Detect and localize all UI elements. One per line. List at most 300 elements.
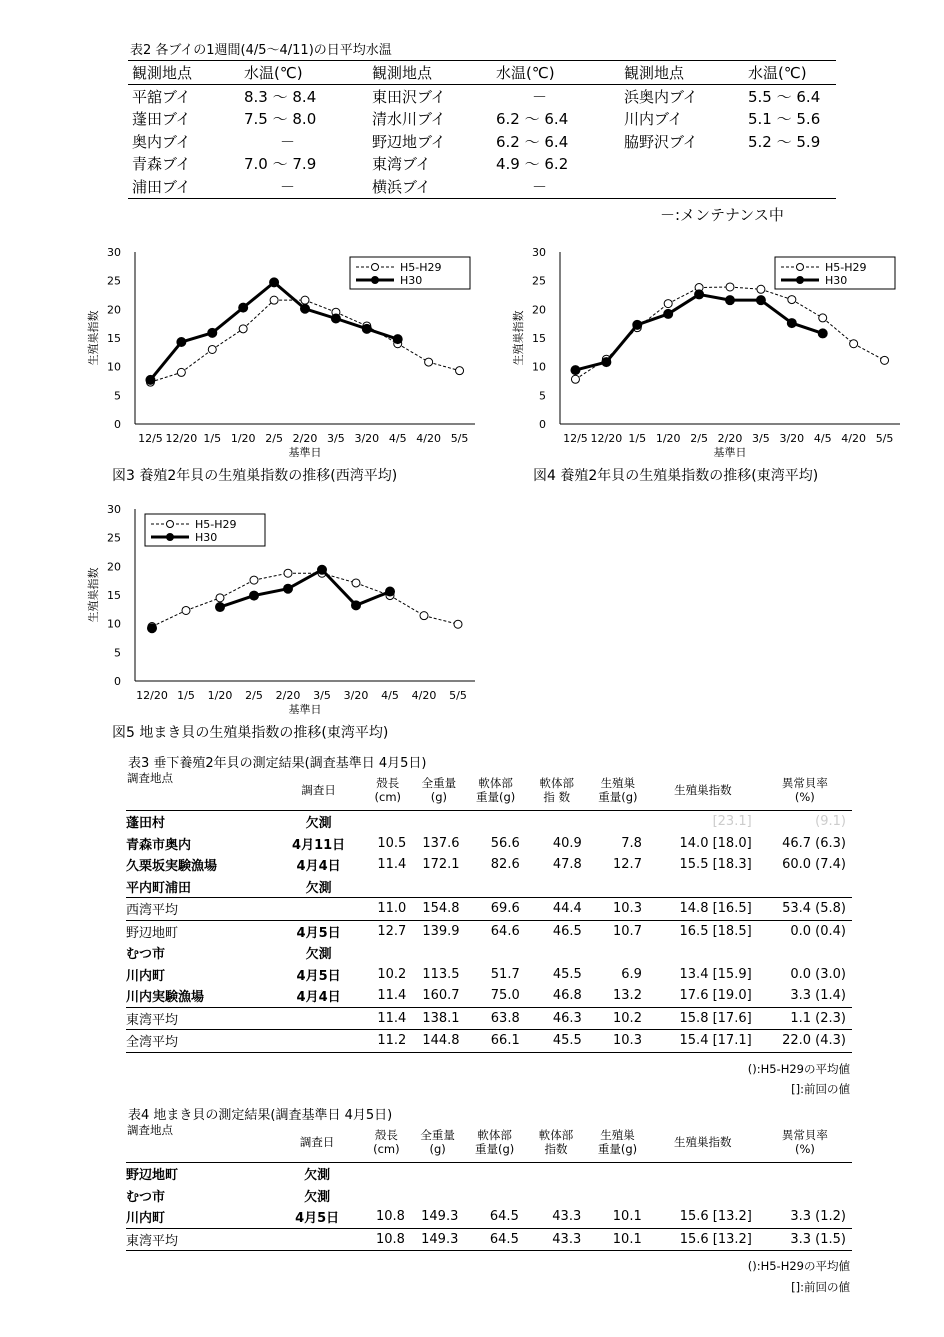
cell-gon: 10.1 bbox=[587, 1228, 648, 1251]
cell-wt: 172.1 bbox=[422, 857, 460, 873]
cell-soft: 66.1 bbox=[466, 1030, 526, 1053]
table3 bbox=[126, 770, 852, 1053]
cell-gon: 10.7 bbox=[588, 920, 648, 942]
table4-note2: []:前回の値 bbox=[791, 1280, 850, 1294]
table-row bbox=[126, 1163, 852, 1185]
cell-gi: 17.6 [19.0] bbox=[679, 988, 752, 1004]
cell-sidx bbox=[526, 811, 588, 833]
cell-gi: 15.4 [17.1] bbox=[648, 1030, 758, 1053]
x-tick-label: 3/20 bbox=[779, 432, 805, 445]
y-tick-label: 5 bbox=[114, 389, 121, 403]
y-tick-label: 25 bbox=[532, 274, 546, 288]
cell-site: 川内実験漁場 bbox=[126, 990, 205, 1006]
cell-date: 4月5日 bbox=[296, 968, 341, 984]
cell-ab: 46.7 (6.3) bbox=[782, 835, 846, 851]
y-tick-label: 20 bbox=[107, 303, 121, 317]
t2-temp: 7.5 ～ 8.0 bbox=[244, 110, 317, 129]
legend-label: H5-H29 bbox=[195, 518, 237, 531]
series-line-segment bbox=[761, 289, 792, 299]
y-tick-label: 0 bbox=[114, 418, 121, 431]
header-row bbox=[126, 1122, 852, 1163]
cell-gon bbox=[587, 1185, 648, 1207]
data-point bbox=[239, 325, 247, 333]
series-line-segment bbox=[823, 318, 854, 344]
cell-date: 4月5日 bbox=[274, 920, 363, 942]
t2-station: 横浜ブイ bbox=[368, 175, 492, 198]
data-point bbox=[881, 356, 889, 364]
series-line-segment bbox=[212, 308, 243, 333]
cell-gon bbox=[588, 942, 648, 964]
cell-sidx: 43.3 bbox=[525, 1228, 587, 1251]
cell-wt: 139.9 bbox=[412, 920, 465, 942]
x-tick-label: 3/5 bbox=[327, 432, 345, 445]
t2-row bbox=[128, 130, 836, 153]
chart-fig5 bbox=[80, 497, 500, 742]
t2-station bbox=[620, 175, 744, 198]
series-line-segment bbox=[220, 580, 254, 598]
t2-station: 青森ブイ bbox=[132, 155, 191, 174]
x-tick-label: 4/5 bbox=[813, 432, 832, 445]
cell-len: 10.8 bbox=[376, 1209, 405, 1225]
t2-station: 清水川ブイ bbox=[372, 110, 446, 129]
t2-station: 東田沢ブイ bbox=[372, 87, 446, 106]
t2-temp: 5.2 ～ 5.9 bbox=[748, 132, 821, 151]
x-tick-label: 12/5 bbox=[563, 432, 588, 445]
t2-station: 東湾ブイ bbox=[372, 155, 431, 174]
cell-len: 11.2 bbox=[363, 1030, 412, 1053]
cell-site: 蓬田村 bbox=[126, 816, 166, 832]
series-line-segment bbox=[152, 610, 186, 626]
data-point bbox=[454, 620, 462, 628]
cell-ab: 1.1 (2.3) bbox=[758, 1007, 852, 1030]
cell-len: 11.0 bbox=[363, 898, 412, 921]
cell-ab: 3.3 (1.4) bbox=[790, 988, 846, 1004]
figure-caption: 図5 地まき貝の生殖巣指数の推移(東湾平均) bbox=[112, 725, 389, 741]
cell-sidx: 45.5 bbox=[526, 1030, 588, 1053]
cell-gon: 6.9 bbox=[621, 966, 642, 982]
t2-station: 川内ブイ bbox=[624, 110, 683, 129]
cell-len bbox=[363, 876, 412, 898]
table-row bbox=[126, 854, 852, 876]
table-row bbox=[126, 1228, 852, 1251]
data-point bbox=[284, 584, 293, 593]
data-point bbox=[726, 296, 735, 305]
x-tick-label: 2/20 bbox=[717, 432, 743, 445]
y-tick-label: 10 bbox=[107, 617, 121, 631]
data-point bbox=[818, 329, 827, 338]
cell-ab: 60.0 (7.4) bbox=[782, 857, 846, 873]
x-axis-label: 基準日 bbox=[713, 446, 747, 459]
t2-temp: 6.2 ～ 6.4 bbox=[496, 132, 569, 151]
cell-gon: 12.7 bbox=[613, 857, 642, 873]
t2-temp bbox=[744, 175, 836, 198]
data-point bbox=[146, 375, 155, 384]
t2-temp: 4.9 ～ 6.2 bbox=[496, 155, 569, 174]
data-point bbox=[352, 579, 360, 587]
cell-len: 10.5 bbox=[377, 835, 407, 851]
legend-marker bbox=[372, 277, 379, 284]
legend-marker bbox=[797, 277, 804, 284]
cell-wt: 113.5 bbox=[422, 966, 460, 982]
y-axis-label: 生殖巣指数 bbox=[512, 310, 525, 366]
series-line-segment bbox=[322, 570, 356, 606]
x-tick-label: 5/5 bbox=[450, 432, 469, 445]
series-line-segment bbox=[854, 344, 885, 361]
legend-label: H30 bbox=[195, 531, 218, 544]
column-header: 軟体部 重量(g) bbox=[466, 770, 526, 811]
cell-soft: 69.6 bbox=[466, 898, 526, 921]
column-header: 全重量 (g) bbox=[412, 770, 465, 811]
x-tick-label: 1/20 bbox=[207, 689, 233, 702]
cell-soft bbox=[466, 876, 526, 898]
column-header: 異常貝率 (%) bbox=[758, 1122, 852, 1163]
y-tick-label: 0 bbox=[539, 418, 546, 431]
data-point bbox=[571, 366, 580, 375]
x-tick-label: 3/5 bbox=[752, 432, 770, 445]
cell-date: 欠測 bbox=[304, 1168, 331, 1184]
y-tick-label: 25 bbox=[107, 531, 121, 545]
cell-site: むつ市 bbox=[126, 1189, 166, 1205]
cell-date: 欠測 bbox=[305, 816, 332, 832]
cell-ab bbox=[758, 942, 852, 964]
data-point bbox=[362, 324, 371, 333]
data-point bbox=[456, 367, 464, 375]
data-point bbox=[177, 368, 185, 376]
column-header: 調査日 bbox=[272, 1122, 361, 1163]
t2-temp: － bbox=[240, 175, 368, 198]
table-row bbox=[126, 811, 852, 833]
cell-gi bbox=[648, 876, 758, 898]
cell-sidx bbox=[526, 942, 588, 964]
data-point bbox=[270, 296, 278, 304]
data-point bbox=[695, 290, 704, 299]
series-line-segment bbox=[356, 592, 390, 606]
column-header: 生殖巣指数 bbox=[648, 770, 758, 811]
cell-sidx: 46.5 bbox=[526, 920, 588, 942]
table-row bbox=[126, 1030, 852, 1053]
t2-header: 水温(℃) bbox=[744, 61, 836, 85]
legend-label: H30 bbox=[400, 274, 423, 287]
cell-site: 青森市奥内 bbox=[126, 837, 192, 853]
data-point bbox=[250, 576, 258, 584]
t2-station bbox=[620, 153, 744, 176]
cell-wt bbox=[412, 876, 465, 898]
cell-soft bbox=[464, 1163, 525, 1185]
data-point bbox=[425, 358, 433, 366]
t2-station: 脇野沢ブイ bbox=[624, 132, 698, 151]
cell-sidx bbox=[525, 1163, 587, 1185]
table-row bbox=[126, 876, 852, 898]
t2-row bbox=[128, 153, 836, 176]
cell-gi: 14.0 [18.0] bbox=[679, 835, 752, 851]
series-line-segment bbox=[186, 598, 220, 611]
cell-date bbox=[274, 1030, 363, 1053]
t2-header: 水温(℃) bbox=[492, 61, 620, 85]
y-tick-label: 15 bbox=[107, 332, 121, 345]
cell-soft: 51.7 bbox=[490, 966, 520, 982]
cell-gon: 10.3 bbox=[588, 898, 648, 921]
table3-caption: 表3 垂下養殖2年貝の測定結果(調査基準日 4月5日) bbox=[128, 756, 427, 771]
data-point bbox=[301, 296, 309, 304]
cell-soft bbox=[464, 1185, 525, 1207]
cell-ab: 22.0 (4.3) bbox=[758, 1030, 852, 1053]
cell-gi: 15.6 [13.2] bbox=[679, 1209, 752, 1225]
column-header: 異常貝率 (%) bbox=[758, 770, 852, 811]
data-point bbox=[284, 569, 292, 577]
series-line-segment bbox=[668, 294, 699, 313]
series-line-segment bbox=[761, 300, 792, 323]
series-line-segment bbox=[254, 573, 288, 580]
cell-date bbox=[274, 1007, 363, 1030]
cell-gon: 10.3 bbox=[588, 1030, 648, 1053]
t2-row bbox=[128, 108, 836, 131]
cell-soft: 56.6 bbox=[490, 835, 520, 851]
cell-site: 久栗坂実験漁場 bbox=[126, 859, 218, 875]
legend-marker bbox=[167, 521, 174, 528]
cell-date: 4月4日 bbox=[296, 990, 341, 1006]
data-point bbox=[787, 319, 796, 328]
table-row bbox=[126, 833, 852, 855]
t2-station: 平舘ブイ bbox=[132, 87, 191, 106]
y-tick-label: 15 bbox=[532, 332, 546, 345]
x-tick-label: 1/5 bbox=[628, 432, 647, 445]
cell-gi bbox=[648, 1185, 758, 1207]
legend-label: H30 bbox=[825, 274, 848, 287]
cell-len: 11.4 bbox=[377, 857, 407, 873]
t2-temp: 5.1 ～ 5.6 bbox=[748, 110, 821, 129]
cell-gi: [23.1] bbox=[712, 814, 752, 830]
series-line-segment bbox=[699, 287, 730, 288]
column-header: 生殖巣 重量(g) bbox=[587, 1122, 648, 1163]
legend-marker bbox=[372, 264, 379, 271]
cell-ab: 0.0 (0.4) bbox=[758, 920, 852, 942]
t2-temp: 7.0 ～ 7.9 bbox=[244, 155, 317, 174]
cell-ab: 3.3 (1.2) bbox=[790, 1209, 846, 1225]
series-line-segment bbox=[390, 596, 424, 616]
cell-gi: 15.5 [18.3] bbox=[679, 857, 752, 873]
cell-wt bbox=[411, 1163, 464, 1185]
data-point bbox=[216, 603, 225, 612]
cell-sidx: 46.8 bbox=[552, 988, 582, 1004]
data-point bbox=[756, 296, 765, 305]
table-row bbox=[126, 942, 852, 964]
cell-sidx: 40.9 bbox=[552, 835, 582, 851]
data-point bbox=[301, 304, 310, 313]
cell-site: 東湾平均 bbox=[126, 1228, 272, 1251]
data-point bbox=[420, 612, 428, 620]
column-header: 軟体部 重量(g) bbox=[464, 1122, 525, 1163]
cell-site: 全湾平均 bbox=[126, 1030, 274, 1053]
legend-marker bbox=[797, 264, 804, 271]
t2-station: 野辺地ブイ bbox=[372, 132, 446, 151]
series-line-segment bbox=[730, 287, 761, 289]
legend-label: H5-H29 bbox=[400, 261, 442, 274]
x-tick-label: 1/20 bbox=[230, 432, 256, 445]
cell-ab: 0.0 (3.0) bbox=[790, 966, 846, 982]
water-temp-table bbox=[128, 60, 836, 199]
cell-len bbox=[363, 942, 412, 964]
x-tick-label: 5/5 bbox=[449, 689, 467, 702]
cell-len: 11.4 bbox=[363, 1007, 412, 1030]
y-tick-label: 30 bbox=[107, 503, 121, 516]
t2-station: 浜奥内ブイ bbox=[624, 87, 698, 106]
cell-site: 野辺地町 bbox=[126, 920, 274, 942]
y-tick-label: 5 bbox=[539, 389, 546, 403]
data-point bbox=[208, 328, 217, 337]
cell-gon bbox=[588, 811, 648, 833]
data-point bbox=[633, 320, 642, 329]
cell-wt: 149.3 bbox=[421, 1209, 459, 1225]
cell-ab bbox=[758, 1185, 852, 1207]
data-point bbox=[177, 338, 186, 347]
x-tick-label: 2/5 bbox=[690, 432, 708, 445]
x-tick-label: 3/5 bbox=[313, 689, 331, 702]
figure-caption: 図3 養殖2年貝の生殖巣指数の推移(西湾平均) bbox=[112, 468, 398, 484]
cell-site: 川内町 bbox=[126, 1211, 166, 1227]
table4-caption: 表4 地まき貝の測定結果(調査基準日 4月5日) bbox=[128, 1108, 393, 1123]
cell-sidx: 43.3 bbox=[552, 1209, 582, 1225]
header-row bbox=[126, 770, 852, 811]
t2-row bbox=[128, 85, 836, 108]
table3-note1: ():H5-H29の平均値 bbox=[747, 1062, 850, 1076]
x-axis-label: 基準日 bbox=[288, 703, 322, 716]
cell-date bbox=[274, 898, 363, 921]
data-point bbox=[250, 591, 259, 600]
x-tick-label: 12/20 bbox=[165, 432, 198, 445]
table-row bbox=[126, 1007, 852, 1030]
cell-gi: 15.6 [13.2] bbox=[648, 1228, 758, 1251]
column-header: 調査日 bbox=[274, 770, 363, 811]
cell-wt: 149.3 bbox=[411, 1228, 464, 1251]
cell-gon: 7.8 bbox=[621, 835, 642, 851]
cell-soft bbox=[466, 942, 526, 964]
x-tick-label: 2/5 bbox=[245, 689, 263, 702]
series-line-segment bbox=[792, 300, 823, 318]
cell-len bbox=[362, 1163, 411, 1185]
cell-len: 11.4 bbox=[377, 988, 407, 1004]
x-tick-label: 2/20 bbox=[275, 689, 301, 702]
column-header: 生殖巣 重量(g) bbox=[588, 770, 648, 811]
x-tick-label: 4/5 bbox=[381, 689, 399, 702]
cell-gi: 16.5 [18.5] bbox=[648, 920, 758, 942]
t2-temp: － bbox=[280, 132, 296, 151]
cell-ab: 53.4 (5.8) bbox=[758, 898, 852, 921]
cell-gon: 13.2 bbox=[613, 988, 642, 1004]
cell-soft: 63.8 bbox=[466, 1007, 526, 1030]
cell-date: 4月4日 bbox=[296, 859, 341, 875]
cell-gi: 14.8 [16.5] bbox=[648, 898, 758, 921]
column-header: 調査地点 bbox=[126, 1122, 272, 1163]
cell-site: 西湾平均 bbox=[126, 898, 274, 921]
cell-site: 東湾平均 bbox=[126, 1007, 274, 1030]
table2-note: －:メンテナンス中 bbox=[660, 206, 784, 224]
data-point bbox=[148, 624, 157, 633]
table-row bbox=[126, 1206, 852, 1228]
t2-station: 奥内ブイ bbox=[132, 132, 191, 151]
series-line-segment bbox=[274, 282, 305, 308]
data-point bbox=[216, 594, 224, 602]
y-tick-label: 20 bbox=[107, 560, 121, 574]
cell-ab bbox=[758, 1163, 852, 1185]
t2-header: 観測地点 bbox=[620, 61, 744, 85]
t2-temp: － bbox=[492, 175, 620, 198]
table4-note1: ():H5-H29の平均値 bbox=[747, 1259, 850, 1273]
y-tick-label: 0 bbox=[114, 675, 121, 688]
t2-station: 蓬田ブイ bbox=[132, 110, 191, 129]
series-line-segment bbox=[254, 589, 288, 596]
cell-date: 欠測 bbox=[304, 1189, 331, 1205]
table-row bbox=[126, 920, 852, 942]
t2-header: 観測地点 bbox=[368, 61, 492, 85]
table-row bbox=[126, 1185, 852, 1207]
column-header: 軟体部 指 数 bbox=[526, 770, 588, 811]
data-point bbox=[664, 300, 672, 308]
cell-wt: 137.6 bbox=[422, 835, 460, 851]
cell-date: 欠測 bbox=[305, 880, 332, 896]
x-tick-label: 1/5 bbox=[203, 432, 222, 445]
cell-sidx: 44.4 bbox=[526, 898, 588, 921]
cell-wt: 144.8 bbox=[412, 1030, 465, 1053]
x-tick-label: 4/5 bbox=[388, 432, 407, 445]
cell-wt: 160.7 bbox=[422, 988, 460, 1004]
x-tick-label: 12/20 bbox=[590, 432, 623, 445]
data-point bbox=[318, 565, 327, 574]
cell-len: 10.2 bbox=[377, 966, 407, 982]
series-line-segment bbox=[398, 344, 429, 362]
data-point bbox=[664, 309, 673, 318]
column-header: 調査地点 bbox=[126, 770, 274, 811]
cell-gi bbox=[648, 942, 758, 964]
y-tick-label: 10 bbox=[532, 360, 546, 374]
series-line-segment bbox=[429, 362, 460, 371]
series-line-segment bbox=[424, 616, 458, 625]
data-point bbox=[331, 314, 340, 323]
cell-soft bbox=[466, 811, 526, 833]
cell-date bbox=[272, 1228, 361, 1251]
cell-soft: 82.6 bbox=[490, 857, 520, 873]
data-point bbox=[819, 314, 827, 322]
column-header: 全重量 (g) bbox=[411, 1122, 464, 1163]
data-point bbox=[602, 358, 611, 367]
x-tick-label: 12/5 bbox=[138, 432, 163, 445]
x-tick-label: 3/20 bbox=[354, 432, 380, 445]
cell-soft: 64.6 bbox=[466, 920, 526, 942]
table-row bbox=[126, 985, 852, 1007]
chart-fig4 bbox=[505, 240, 925, 485]
data-point bbox=[270, 278, 279, 287]
cell-ab: 3.3 (1.5) bbox=[758, 1228, 852, 1251]
cell-gi: 15.8 [17.6] bbox=[648, 1007, 758, 1030]
y-tick-label: 20 bbox=[532, 303, 546, 317]
x-tick-label: 4/20 bbox=[416, 432, 441, 445]
cell-soft: 64.5 bbox=[489, 1209, 519, 1225]
cell-site: 野辺地町 bbox=[126, 1168, 179, 1184]
t2-header: 水温(℃) bbox=[240, 61, 368, 85]
y-tick-label: 30 bbox=[107, 246, 121, 259]
t2-temp: 8.3 ～ 8.4 bbox=[244, 87, 317, 106]
cell-sidx bbox=[526, 876, 588, 898]
cell-sidx bbox=[525, 1185, 587, 1207]
cell-wt bbox=[412, 811, 465, 833]
series-line-segment bbox=[220, 596, 254, 607]
y-axis-label: 生殖巣指数 bbox=[87, 310, 100, 366]
column-header: 殻長 (cm) bbox=[362, 1122, 411, 1163]
cell-len bbox=[362, 1185, 411, 1207]
y-axis-label: 生殖巣指数 bbox=[87, 567, 100, 623]
y-tick-label: 5 bbox=[114, 646, 121, 660]
cell-wt: 154.8 bbox=[412, 898, 465, 921]
cell-wt bbox=[412, 942, 465, 964]
